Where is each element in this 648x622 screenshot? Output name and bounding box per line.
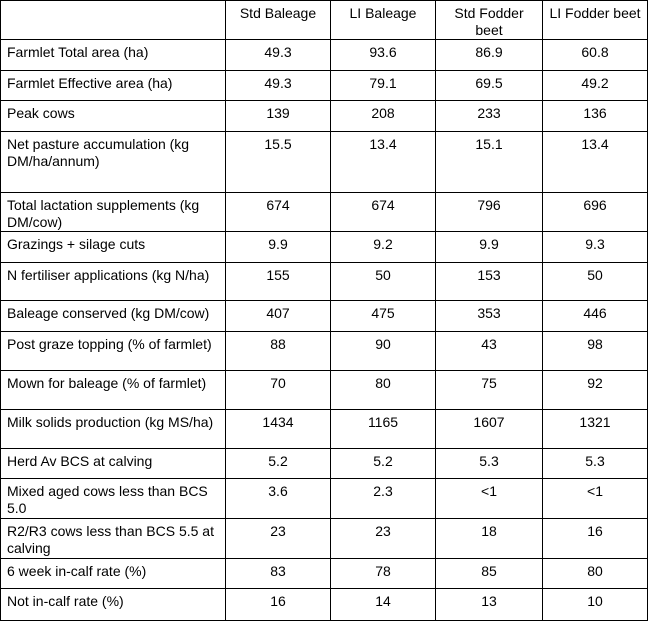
cell-std-fodder-beet: <1 [436,479,543,519]
cell-li-fodder-beet: 5.3 [543,448,648,479]
table-row [1,370,648,410]
cell-li-fodder-beet: 98 [543,331,648,370]
row-label: Herd Av BCS at calving [1,448,226,479]
table-row [1,589,648,621]
cell-std-fodder-beet: 13 [436,589,543,621]
cell-li-fodder-beet: 446 [543,301,648,332]
cell-std-baleage: 9.9 [226,232,331,263]
cell-std-fodder-beet: 15.1 [436,131,543,192]
cell-li-fodder-beet: 50 [543,262,648,301]
cell-li-fodder-beet: 13.4 [543,131,648,192]
cell-li-fodder-beet: 9.3 [543,232,648,263]
cell-std-baleage: 674 [226,192,331,232]
row-label: Farmlet Total area (ha) [1,40,226,71]
row-label: Mixed aged cows less than BCS 5.0 [1,479,226,519]
cell-li-baleage: 50 [331,262,436,301]
cell-std-fodder-beet: 5.3 [436,448,543,479]
cell-li-fodder-beet: 60.8 [543,40,648,71]
cell-std-baleage: 23 [226,519,331,559]
cell-std-fodder-beet: 18 [436,519,543,559]
cell-std-fodder-beet: 85 [436,558,543,589]
row-label: Net pasture accumulation (kg DM/ha/annum) [1,131,226,192]
cell-std-fodder-beet: 153 [436,262,543,301]
cell-li-baleage: 90 [331,331,436,370]
table-row [1,301,648,332]
row-label: Farmlet Effective area (ha) [1,70,226,101]
cell-li-baleage: 9.2 [331,232,436,263]
row-label: Post graze topping (% of farmlet) [1,331,226,370]
table-row [1,101,648,132]
cell-std-fodder-beet: 9.9 [436,232,543,263]
cell-li-baleage: 1165 [331,410,436,449]
cell-std-fodder-beet: 75 [436,370,543,410]
row-label: Grazings + silage cuts [1,232,226,263]
cell-std-baleage: 49.3 [226,40,331,71]
row-label: Baleage conserved (kg DM/cow) [1,301,226,332]
cell-std-baleage: 155 [226,262,331,301]
cell-std-baleage: 5.2 [226,448,331,479]
cell-std-baleage: 88 [226,331,331,370]
cell-li-fodder-beet: 49.2 [543,70,648,101]
table-row [1,131,648,192]
row-label: Total lactation supplements (kg DM/cow) [1,192,226,232]
table-row [1,232,648,263]
row-label: Mown for baleage (% of farmlet) [1,370,226,410]
row-label: 6 week in-calf rate (%) [1,558,226,589]
cell-li-baleage: 13.4 [331,131,436,192]
cell-li-baleage: 475 [331,301,436,332]
cell-li-fodder-beet: 16 [543,519,648,559]
cell-std-baleage: 407 [226,301,331,332]
cell-li-fodder-beet: 92 [543,370,648,410]
table-row [1,479,648,519]
cell-li-baleage: 23 [331,519,436,559]
cell-li-baleage: 2.3 [331,479,436,519]
cell-std-baleage: 1434 [226,410,331,449]
table-row [1,558,648,589]
cell-li-baleage: 80 [331,370,436,410]
header-cell-empty [1,1,226,40]
cell-li-baleage: 5.2 [331,448,436,479]
cell-li-baleage: 79.1 [331,70,436,101]
row-label: Peak cows [1,101,226,132]
table-row [1,192,648,232]
header-cell-li-baleage: LI Baleage [331,1,436,40]
cell-std-baleage: 15.5 [226,131,331,192]
header-cell-li-fodder-beet: LI Fodder beet [543,1,648,40]
cell-li-fodder-beet: 136 [543,101,648,132]
cell-std-fodder-beet: 353 [436,301,543,332]
cell-li-baleage: 78 [331,558,436,589]
cell-std-baleage: 83 [226,558,331,589]
cell-li-baleage: 674 [331,192,436,232]
table-row [1,70,648,101]
row-label: N fertiliser applications (kg N/ha) [1,262,226,301]
row-label: R2/R3 cows less than BCS 5.5 at calving [1,519,226,559]
table-row [1,40,648,71]
cell-li-fodder-beet: 10 [543,589,648,621]
cell-std-baleage: 16 [226,589,331,621]
cell-li-baleage: 14 [331,589,436,621]
table-row [1,410,648,449]
cell-li-fodder-beet: 80 [543,558,648,589]
header-cell-std-baleage: Std Baleage [226,1,331,40]
cell-std-baleage: 49.3 [226,70,331,101]
table-row [1,331,648,370]
header-cell-std-fodder-beet: Std Fodder beet [436,1,543,40]
cell-li-fodder-beet: 696 [543,192,648,232]
table-row [1,448,648,479]
cell-li-fodder-beet: 1321 [543,410,648,449]
row-label: Milk solids production (kg MS/ha) [1,410,226,449]
cell-std-fodder-beet: 1607 [436,410,543,449]
cell-std-fodder-beet: 69.5 [436,70,543,101]
table-row [1,519,648,559]
cell-li-baleage: 93.6 [331,40,436,71]
header-row [1,1,648,40]
row-label: Not in-calf rate (%) [1,589,226,621]
cell-li-fodder-beet: <1 [543,479,648,519]
table-row [1,262,648,301]
cell-std-baleage: 70 [226,370,331,410]
cell-std-fodder-beet: 86.9 [436,40,543,71]
cell-std-baleage: 139 [226,101,331,132]
cell-li-baleage: 208 [331,101,436,132]
cell-std-baleage: 3.6 [226,479,331,519]
cell-std-fodder-beet: 233 [436,101,543,132]
cell-std-fodder-beet: 43 [436,331,543,370]
cell-std-fodder-beet: 796 [436,192,543,232]
